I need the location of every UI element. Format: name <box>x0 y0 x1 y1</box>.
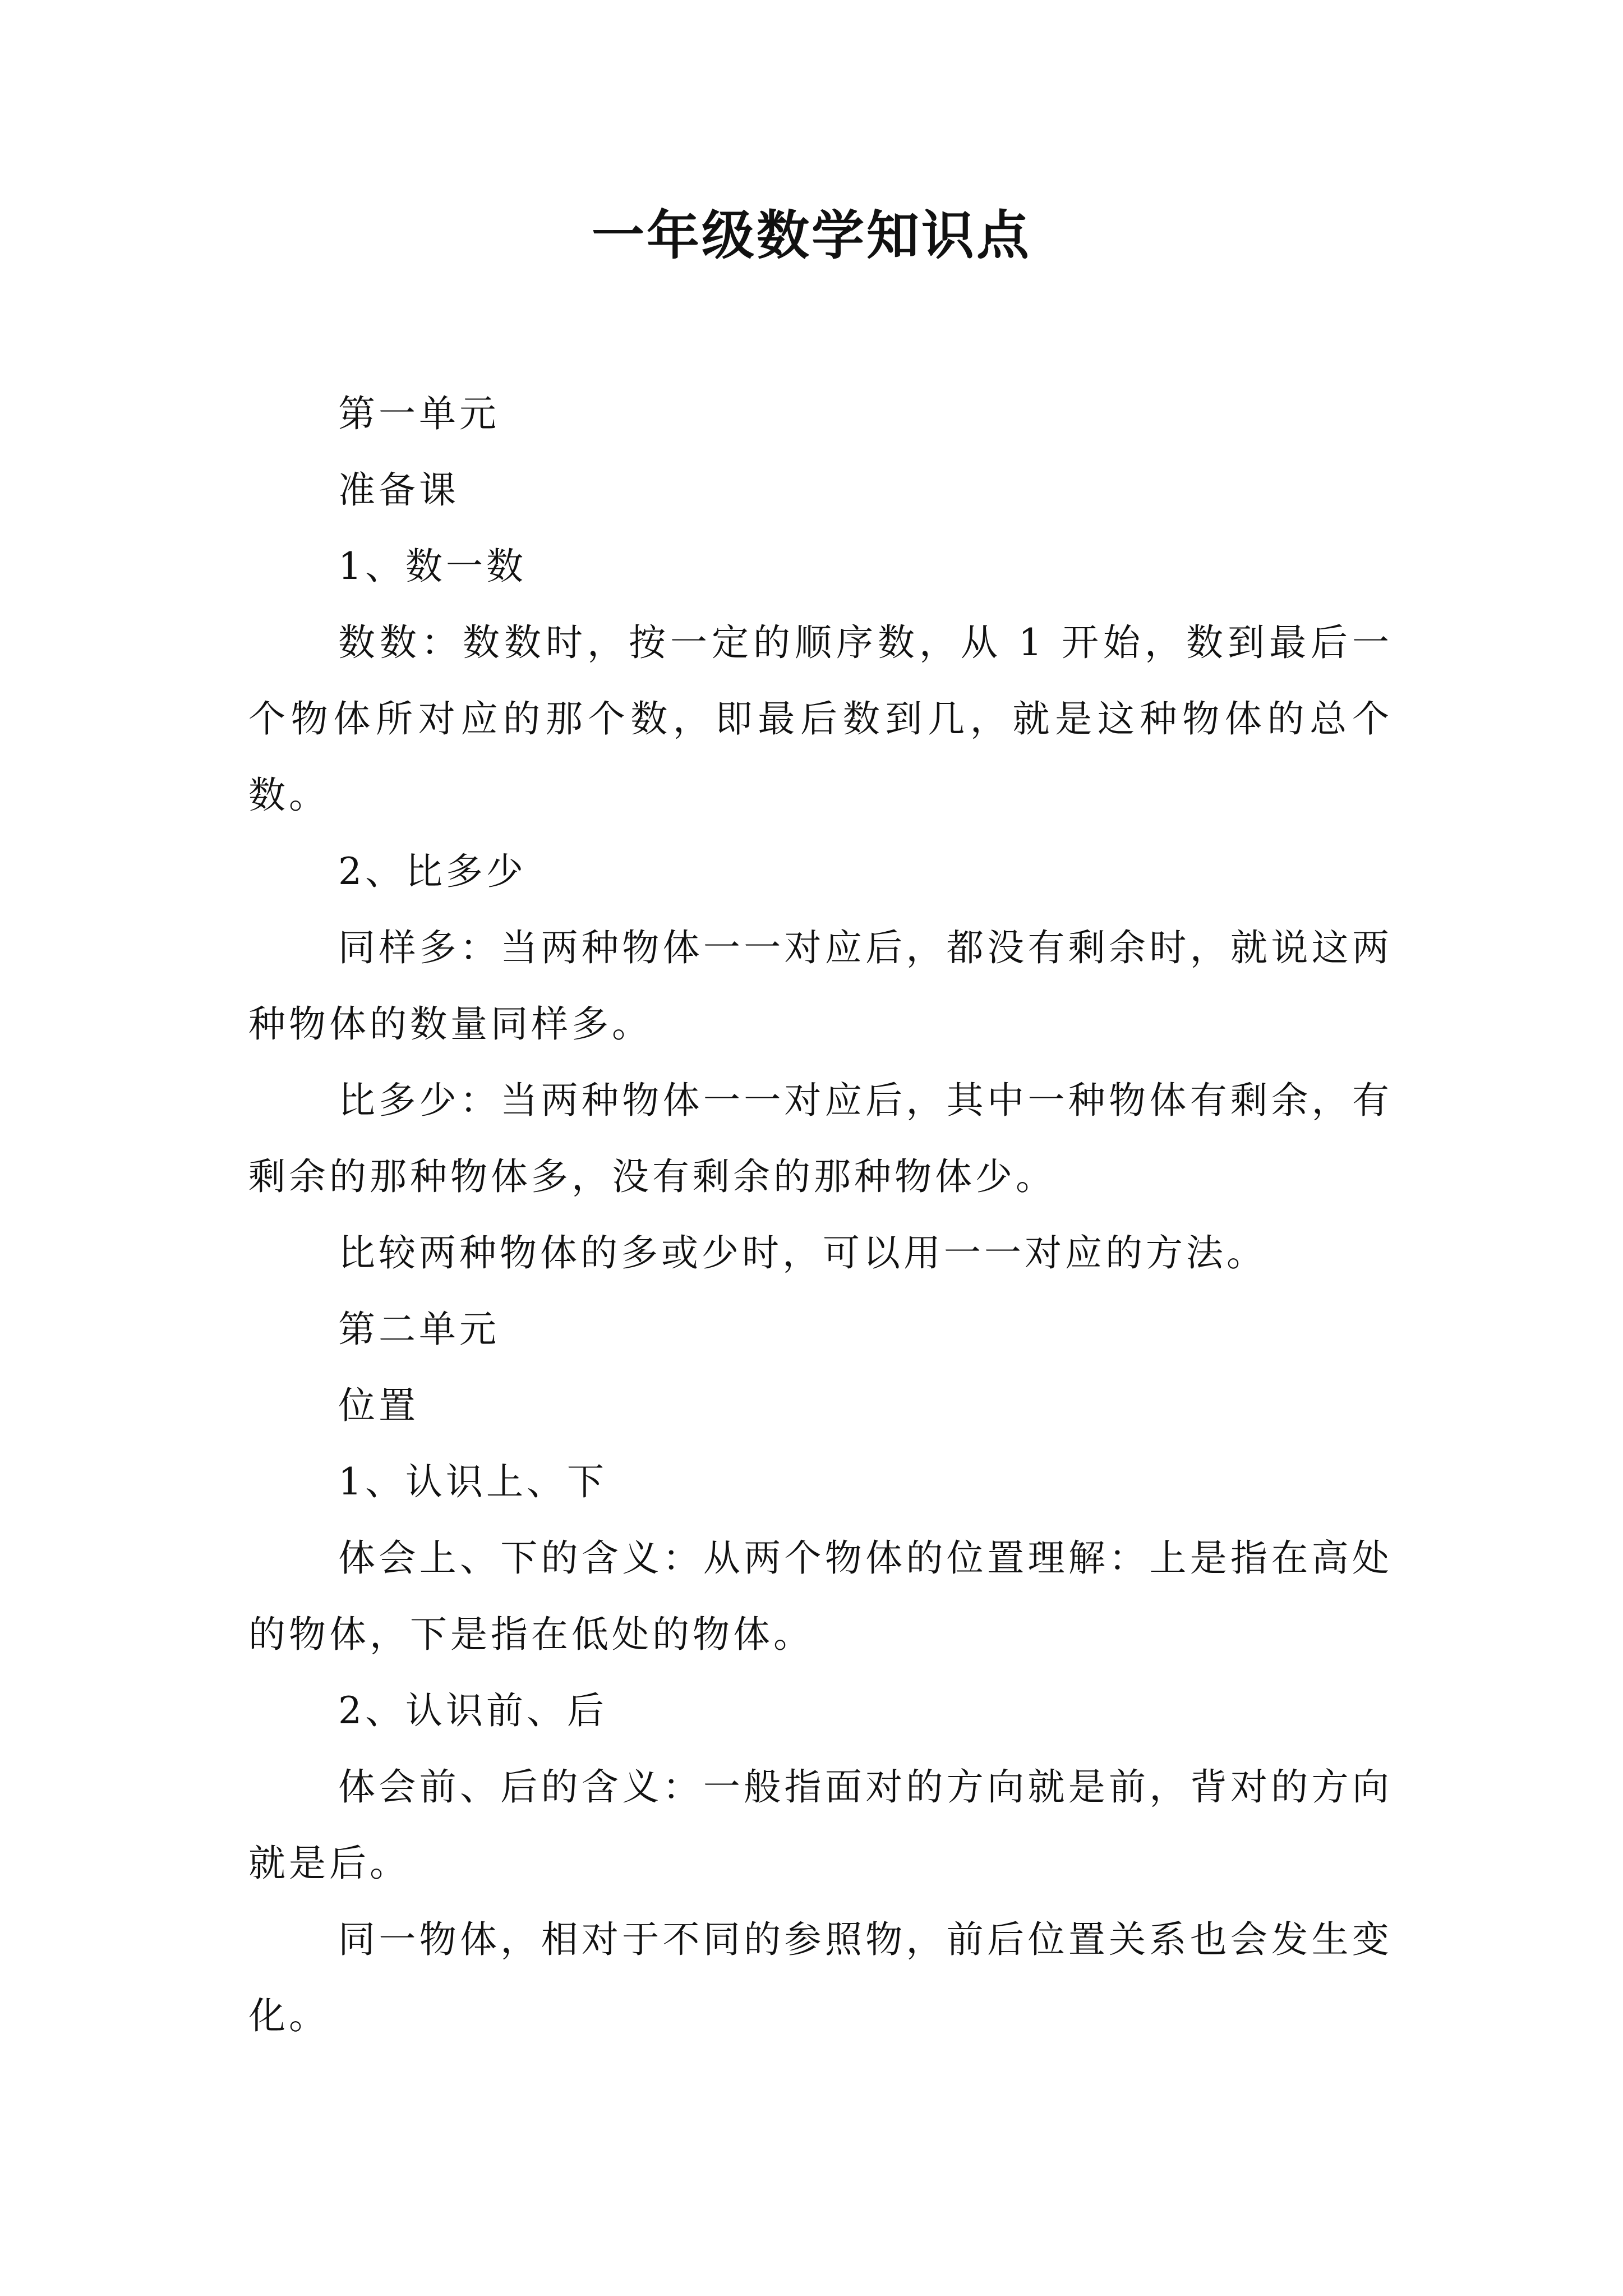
section-heading: 位置 <box>338 1384 419 1427</box>
body-paragraph: 同样多：当两种物体一一对应后，都没有剩余时，就说这两种物体的数量同样多。 <box>248 926 1393 1046</box>
unit-heading: 第一单元 <box>338 392 500 435</box>
body-paragraph: 体会前、后的含义：一般指面对的方向就是前，背对的方向就是后。 <box>248 1765 1393 1885</box>
body-paragraph: 体会上、下的含义：从两个物体的位置理解：上是指在高处的物体，下是指在低处的物体。 <box>248 1536 1393 1656</box>
document-body <box>248 376 1393 2054</box>
body-paragraph: 比较两种物体的多或少时，可以用一一对应的方法。 <box>338 1231 1267 1274</box>
unit-heading: 第二单元 <box>338 1308 500 1351</box>
subsection-heading: 1、数一数 <box>338 545 527 588</box>
section-heading: 准备课 <box>338 468 459 512</box>
subsection-heading: 1、认识上、下 <box>338 1460 607 1503</box>
body-paragraph: 同一物体，相对于不同的参照物，前后位置关系也会发生变化。 <box>248 1918 1393 2037</box>
document-title: 一年级数学知识点 <box>591 205 1031 266</box>
subsection-heading: 2、认识前、后 <box>338 1689 607 1732</box>
body-paragraph: 比多少：当两种物体一一对应后，其中一种物体有剩余，有剩余的那种物体多，没有剩余的那种物体少。 <box>248 1079 1393 1198</box>
subsection-heading: 2、比多少 <box>338 850 527 893</box>
body-paragraph: 数数：数数时，按一定的顺序数，从 1 开始，数到最后一个物体所对应的那个数，即最后数到几，就是这种物体的总个数。 <box>248 621 1393 817</box>
